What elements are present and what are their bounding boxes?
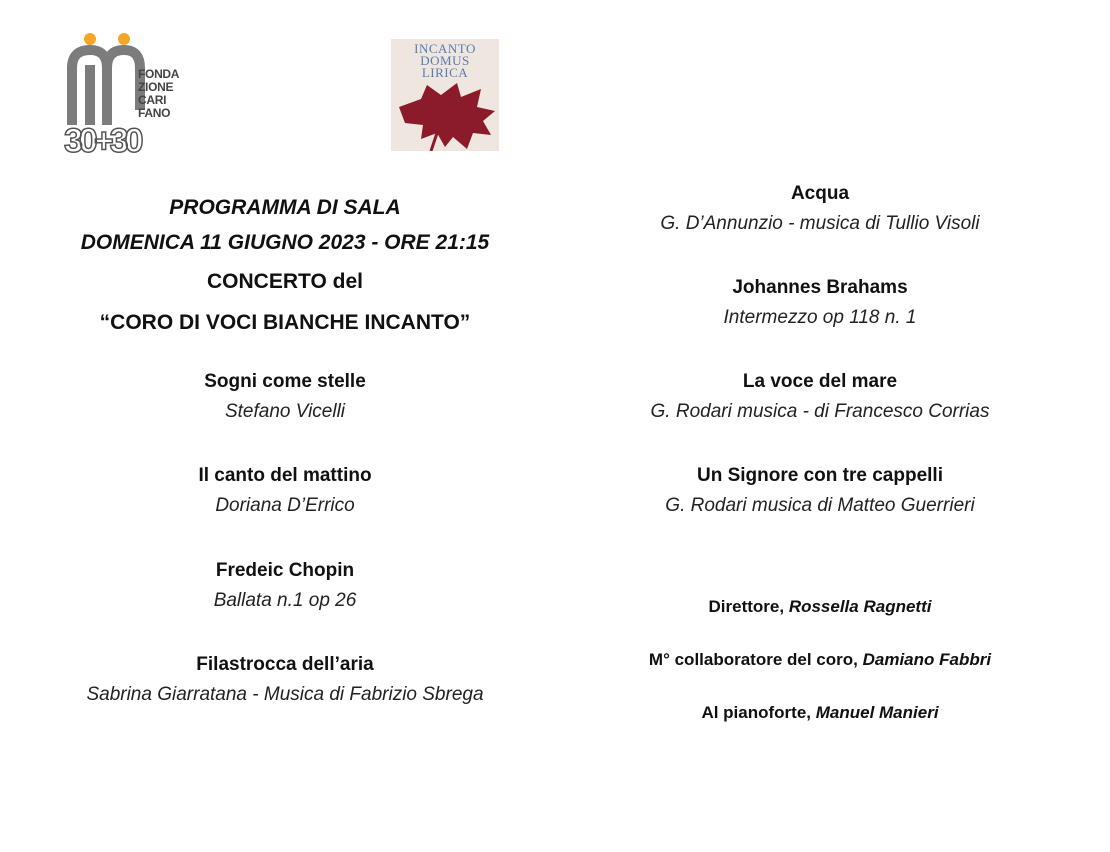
incanto-logo-text-2: DOMUS: [420, 53, 470, 68]
program-item: [40, 464, 530, 518]
program-item-title: Fredeic Chopin: [215, 560, 355, 581]
program-item-subtitle: G. Rodari musica - di Francesco Corrias: [650, 401, 990, 422]
program-item: [40, 370, 530, 424]
event-date: DOMENICA 11 GIUGNO 2023 - ORE 21:15: [80, 231, 490, 254]
program-item-title: Filastrocca dell’aria: [196, 654, 374, 675]
program-item-title: Un Signore con tre cappelli: [697, 465, 943, 486]
concert-label: CONCERTO del: [207, 270, 363, 293]
credit-role: Direttore,: [708, 597, 789, 616]
incanto-domus-lirica-logo: [391, 39, 499, 151]
program-item-title: Il canto del mattino: [198, 465, 372, 486]
program-item: [570, 182, 1070, 236]
program-item-subtitle: Sabrina Giarratana - Musica di Fabrizio Sbrega: [86, 684, 484, 705]
fondazione-text-2: ZIONE: [138, 80, 174, 94]
program-item: [570, 370, 1070, 424]
program-item-subtitle: Stefano Vicelli: [224, 401, 346, 422]
credit-name: Manuel Manieri: [815, 703, 939, 722]
program-item: [570, 276, 1070, 330]
credit-role: M° collaboratore del coro,: [648, 650, 863, 669]
program-item: [570, 464, 1070, 518]
program-item-subtitle: Ballata n.1 op 26: [213, 590, 357, 611]
red-leaf-icon: [391, 77, 499, 151]
fondazione-carifano-logo: [60, 30, 180, 180]
anniversary-badge: 30+30: [64, 122, 140, 160]
program-item-title: Acqua: [790, 183, 850, 204]
fondazione-text-1: FONDA: [138, 67, 180, 81]
credit-pianist: [570, 702, 1070, 724]
program-item-subtitle: Intermezzo op 118 n. 1: [723, 307, 917, 328]
program-item-title: Johannes Brahams: [732, 277, 908, 298]
fondazione-text-3: CARI: [138, 93, 167, 107]
program-item: [40, 653, 530, 707]
program-item-subtitle: G. Rodari musica di Matteo Guerrieri: [665, 495, 975, 516]
program-item-title: Sogni come stelle: [204, 371, 366, 392]
program-item: [40, 559, 530, 613]
program-heading: PROGRAMMA DI SALA: [169, 196, 401, 219]
credit-name: Rossella Ragnetti: [788, 597, 932, 616]
program-item-title: La voce del mare: [742, 371, 898, 392]
credit-director: [570, 596, 1070, 618]
fondazione-text-4: FANO: [138, 106, 171, 120]
credit-choir-collaborator: [570, 649, 1070, 671]
credit-role: Al pianoforte,: [701, 703, 816, 722]
incanto-logo-text-3: LIRICA: [421, 65, 469, 80]
program-item-subtitle: G. D’Annunzio - musica di Tullio Visoli: [660, 213, 980, 234]
incanto-logo-text-1: INCANTO: [414, 41, 476, 56]
credit-name: Damiano Fabbri: [862, 650, 992, 669]
program-item-subtitle: Doriana D’Errico: [215, 495, 355, 516]
choir-name: “CORO DI VOCI BIANCHE INCANTO”: [99, 311, 471, 334]
